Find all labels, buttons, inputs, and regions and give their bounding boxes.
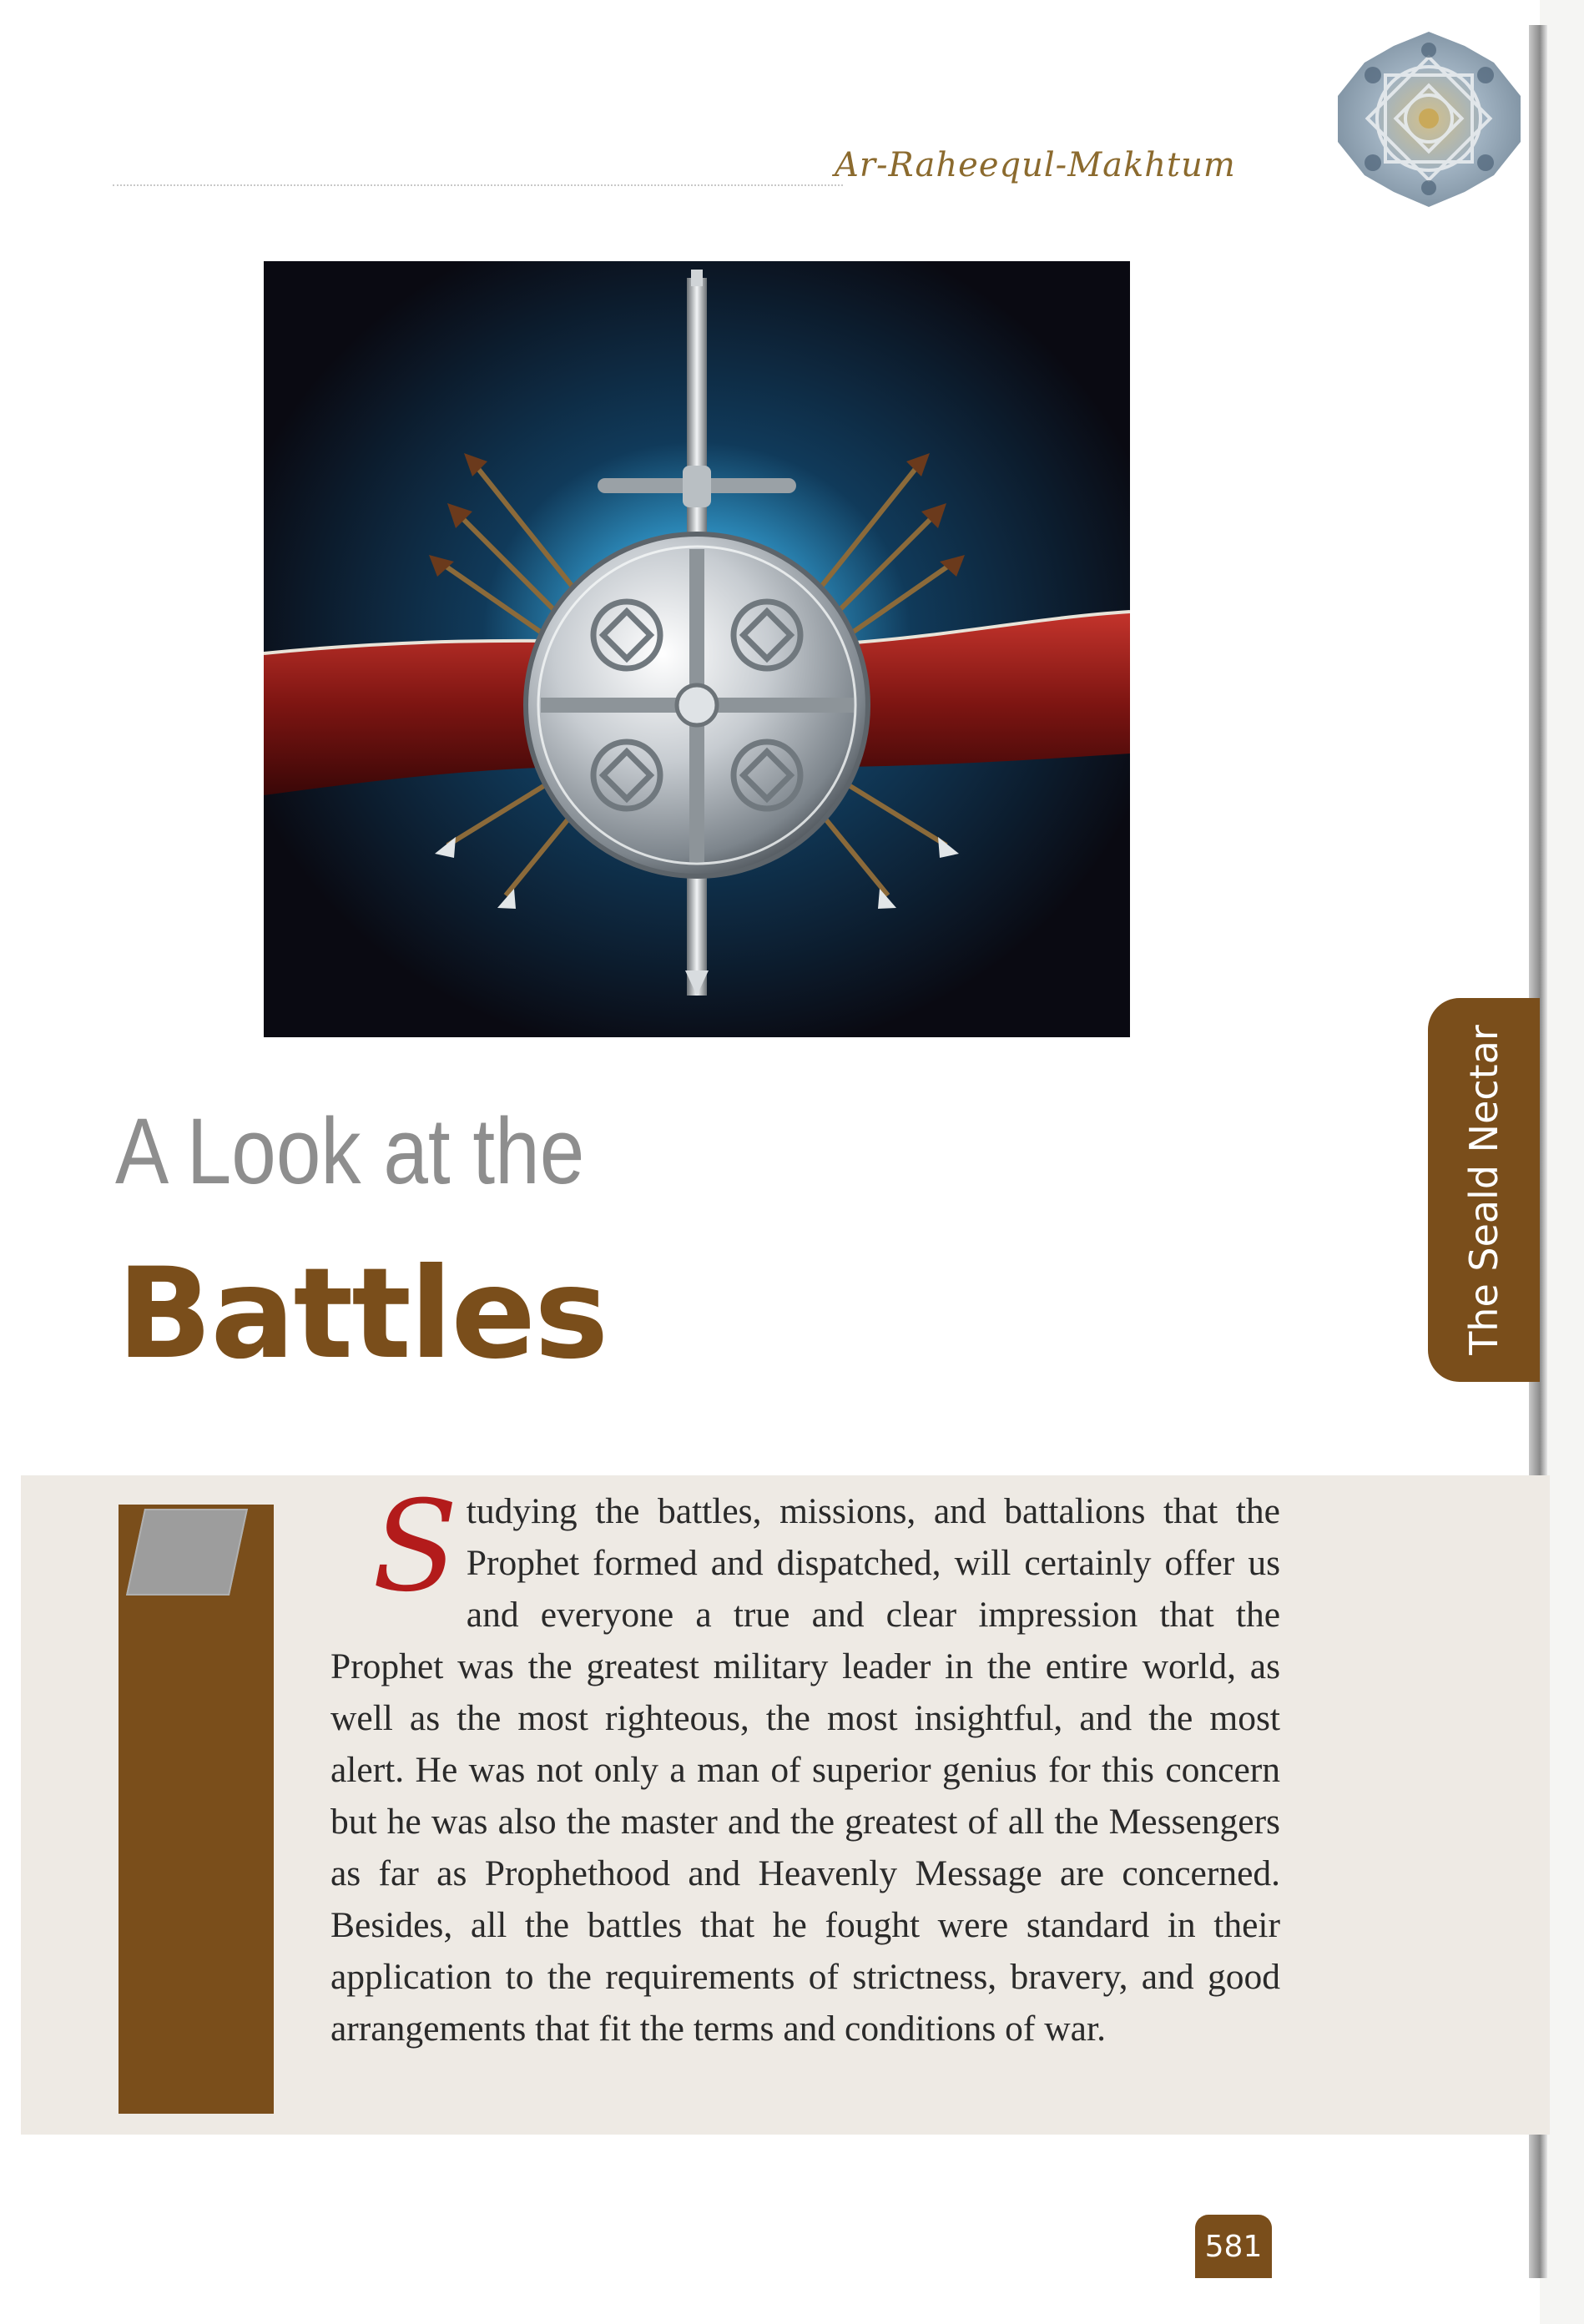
chapter-title-line2: Battles bbox=[117, 1242, 608, 1387]
shield-sword-arrows-image bbox=[264, 261, 1130, 1037]
side-tab-label-wrap bbox=[1428, 998, 1540, 1382]
chapter-title-line1: A Look at the bbox=[115, 1099, 585, 1203]
arabesque-ornament-icon bbox=[1327, 25, 1531, 213]
side-tab-label: The Seald Nectar bbox=[1461, 1025, 1507, 1355]
intro-text: tudying the battles, missions, and battalions that the Prophet formed and dispatched, will certainly offer us and everyone a true and clear impression that the Prophet was the greatest military leader in the entire world, as well as the most righteous, the most insightful, and the most alert. He was not only a man of superior genius for this concern but he was also the master and the greatest of all the Messengers as far as Prophethood and Heavenly Message are concerned. Besides, all the battles that he fought were standard in their application to the requirements of strictness, bravery, and good arrangements that fit the terms and conditions of war. bbox=[330, 1491, 1280, 2049]
drop-cap: S bbox=[372, 1475, 458, 1620]
page-number: 581 bbox=[1195, 2215, 1272, 2278]
decorative-grey-parallelogram bbox=[126, 1509, 248, 1596]
running-head-rule bbox=[113, 184, 843, 186]
chapter-illustration bbox=[264, 261, 1130, 1037]
running-head-title: Ar-Raheequl-Makhtum bbox=[835, 146, 1236, 184]
decorative-brown-bar bbox=[119, 1505, 274, 2114]
intro-paragraph bbox=[330, 1475, 1280, 2103]
